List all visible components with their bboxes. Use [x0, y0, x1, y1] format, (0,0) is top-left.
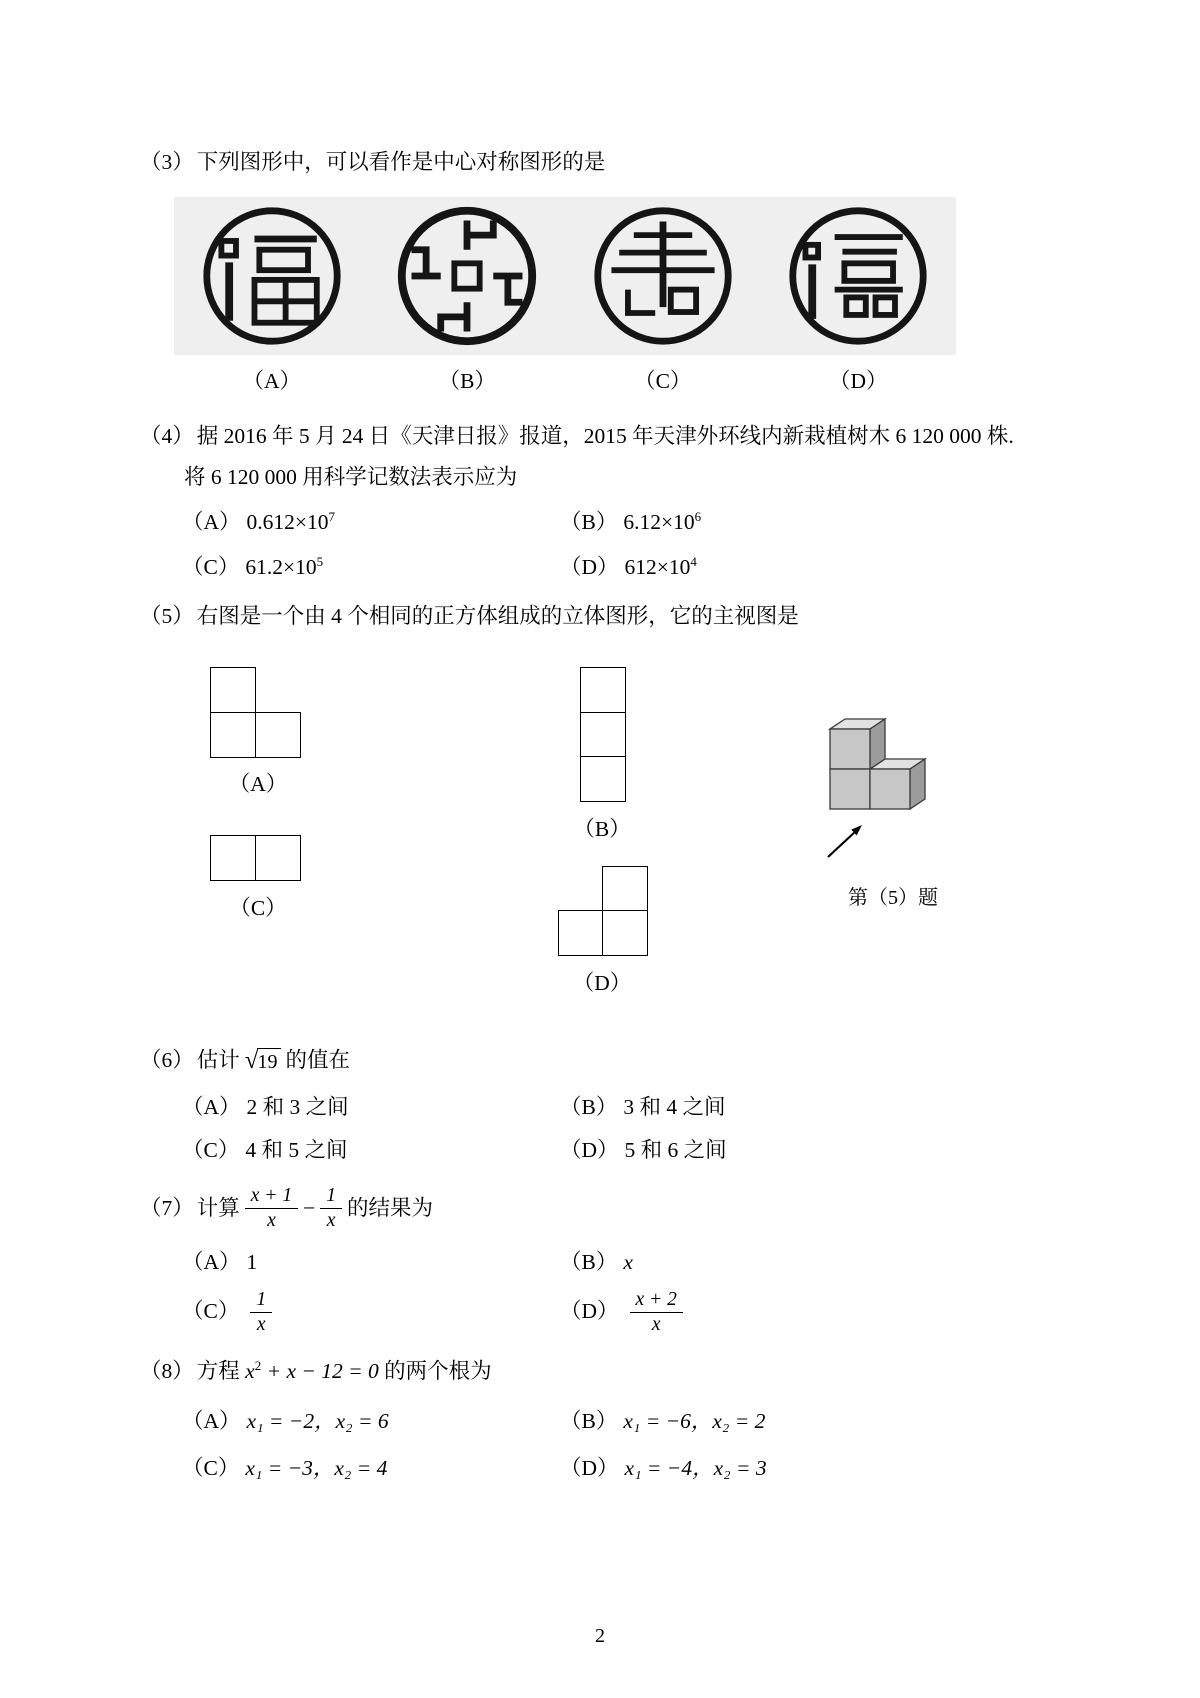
view-a-figure: [210, 667, 306, 756]
q5-solid-figure-block: [818, 701, 968, 912]
fraction-1: $\frac{x + 1}{x}$: [245, 1185, 298, 1232]
view-c-figure: [210, 835, 306, 880]
question-7-suffix: 的结果为: [347, 1195, 434, 1220]
question-5-text: 右图是一个由 4 个相同的正方体组成的立体图形，它的主视图是: [196, 604, 799, 629]
fraction-2: $\frac{1}{x}$: [320, 1185, 342, 1232]
q7-option-d: （D） $\frac{x + 2}{x}$: [560, 1289, 688, 1336]
q7-options-row1: [182, 1248, 1090, 1277]
question-4-stem: [140, 422, 1090, 451]
question-3-number: （3）: [140, 150, 194, 174]
minus-sign: −: [303, 1195, 316, 1220]
question-7-number: （7）: [140, 1195, 194, 1220]
q4-options-row1: [182, 508, 1090, 537]
question-3-stem: [140, 148, 1090, 177]
radicand: 19: [257, 1048, 281, 1073]
q3-option-a-label: （A）: [242, 369, 302, 394]
q4-option-c-value: $61.2\times 10^5$: [245, 554, 324, 580]
question-7-stem: [140, 1185, 1090, 1232]
q4-options-row2: [182, 553, 1090, 582]
q7-option-d-fraction: $\frac{x + 2}{x}$: [630, 1289, 683, 1336]
q6-option-c: （C） 4 和 5 之间: [182, 1137, 348, 1162]
q7-option-c: （C） $\frac{1}{x}$: [182, 1289, 560, 1336]
q4-option-d-value: $612\times 10^4$: [624, 554, 697, 580]
seal-shou-image: [590, 203, 736, 349]
q8-option-d: （D） x₁ = −4，x₂ = 3: [560, 1454, 767, 1483]
question-3-text: 下列图形中，可以看作是中心对称图形的是: [196, 150, 606, 174]
question-4-number: （4）: [140, 424, 194, 449]
question-5: [140, 602, 1090, 1020]
cube-stack-3d-figure: [818, 701, 968, 879]
q8-options-row2: [182, 1454, 1090, 1483]
q7-option-b: （B） x: [560, 1249, 633, 1274]
q4-option-a: （A） $0.612\times 10^7$: [182, 508, 560, 537]
question-8-number: （8）: [140, 1359, 194, 1384]
question-6-number: （6）: [140, 1047, 194, 1072]
seal-fu-image: [199, 203, 345, 349]
question-4-text-line1: 据 2016 年 5 月 24 日《天津日报》报道，2015 年天津外环线内新栽植树木 6 120 000 株.: [196, 424, 1014, 449]
q4-option-d: （D） $612\times 10^4$: [560, 553, 697, 582]
q3-option-labels: [174, 367, 956, 396]
q8-option-c-roots: x₁ = −3，x₂ = 4: [245, 1455, 388, 1480]
q8-options-row1: [182, 1407, 1090, 1436]
q5-figures: [210, 667, 1090, 1020]
q6-options-row1: [182, 1093, 1090, 1122]
q7-options-row2: [182, 1289, 1090, 1336]
q3-option-d-label: （D）: [828, 369, 888, 394]
q5-column-ac: [210, 667, 306, 945]
q3-option-c-label: （C）: [634, 369, 692, 394]
question-7: [140, 1185, 1090, 1335]
q5-option-d-label: （D）: [572, 970, 632, 995]
q8-option-a-roots: x₁ = −2，x₂ = 6: [246, 1408, 389, 1433]
q6-option-d: （D） 5 和 6 之间: [560, 1137, 727, 1162]
question-6: [140, 1046, 1090, 1165]
q8-option-b: （B） x₁ = −6，x₂ = 2: [560, 1407, 765, 1436]
q7-option-a: （A） 1: [182, 1249, 258, 1274]
question-6-prefix: 估计: [196, 1047, 240, 1072]
question-5-number: （5）: [140, 604, 194, 629]
figure-arrow-icon: [828, 825, 862, 857]
q3-option-b-label: （B）: [438, 369, 496, 394]
question-3: [140, 148, 1090, 396]
q5-column-bd: [554, 667, 650, 1020]
q4-option-b-value: $6.12\times 10^6$: [623, 509, 702, 535]
q4-option-c: （C） $61.2\times 10^5$: [182, 553, 560, 582]
question-4: [140, 422, 1090, 582]
q5-option-c-label: （C）: [229, 895, 287, 920]
view-b-figure: [580, 667, 625, 801]
q3-figure-image: [174, 197, 956, 355]
question-8: [140, 1357, 1090, 1482]
q8-option-b-roots: x₁ = −6，x₂ = 2: [623, 1408, 766, 1433]
seal-xi-image: [785, 203, 931, 349]
sqrt-expression: [245, 1048, 281, 1073]
page-number: 2: [595, 1625, 605, 1647]
q7-option-c-fraction: $\frac{1}{x}$: [250, 1289, 272, 1336]
q5-option-a-label: （A）: [228, 772, 288, 797]
question-6-stem: [140, 1046, 1090, 1075]
q6-options-row2: [182, 1136, 1090, 1165]
seal-roundel-image: [394, 203, 540, 349]
question-8-equation: $x^2 + x - 12 = 0$: [245, 1358, 379, 1384]
question-6-suffix: 的值在: [285, 1047, 351, 1072]
q4-option-b: （B） $6.12\times 10^6$: [560, 508, 701, 537]
q4-option-a-value: $0.612\times 10^7$: [246, 509, 336, 535]
question-4-text-line2: 将 6 120 000 用科学记数法表示应为: [184, 465, 518, 490]
q8-option-d-roots: x₁ = −4，x₂ = 3: [624, 1455, 767, 1480]
q8-option-a: （A） x₁ = −2，x₂ = 6: [182, 1407, 560, 1436]
q8-option-c: （C） x₁ = −3，x₂ = 4: [182, 1454, 560, 1483]
question-8-prefix: 方程: [196, 1359, 240, 1384]
q5-figure-caption: 第（5）题: [848, 887, 938, 910]
radical-symbol: √: [244, 1046, 259, 1074]
question-8-suffix: 的两个根为: [384, 1359, 492, 1384]
q5-option-b-label: （B）: [573, 816, 631, 841]
view-d-figure: [558, 866, 647, 955]
question-8-stem: [140, 1357, 1090, 1386]
q6-option-b: （B） 3 和 4 之间: [560, 1094, 726, 1119]
q6-option-a: （A） 2 和 3 之间: [182, 1094, 349, 1119]
question-7-prefix: 计算: [196, 1195, 240, 1220]
question-5-stem: [140, 602, 1090, 631]
